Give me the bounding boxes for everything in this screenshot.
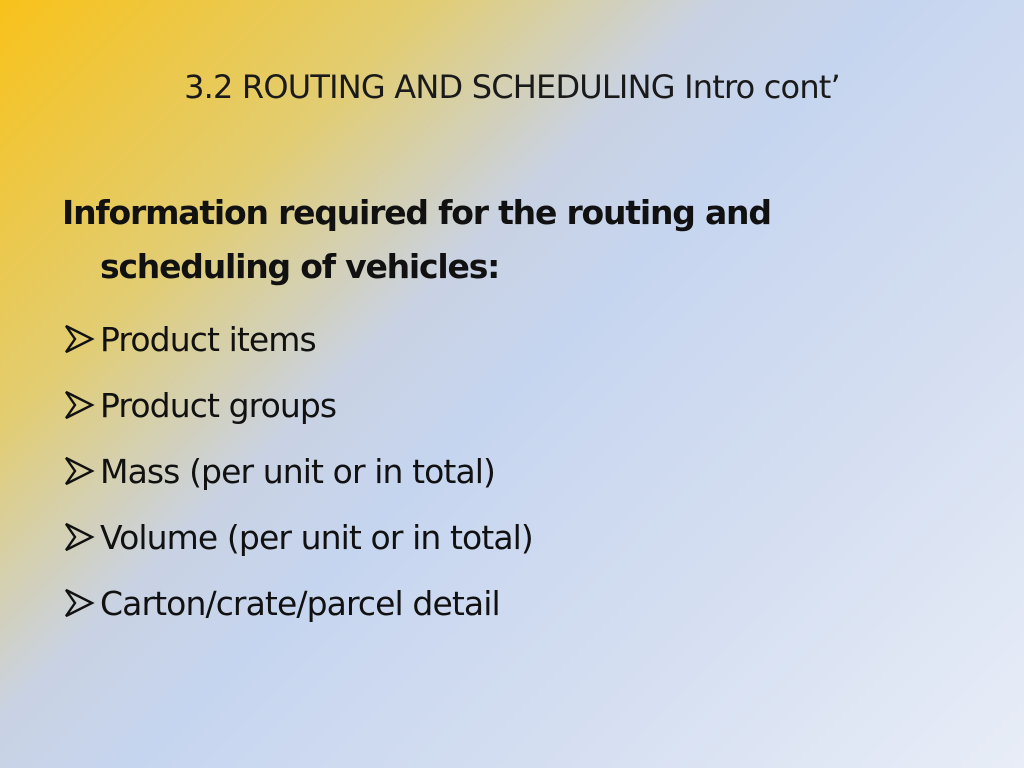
bullet-text: Product groups xyxy=(100,385,337,425)
bullet-text: Carton/crate/parcel detail xyxy=(100,583,500,623)
list-item xyxy=(62,570,962,636)
arrowhead-bullet-icon xyxy=(62,388,100,422)
arrowhead-bullet-icon xyxy=(62,520,100,554)
bullet-text: Mass (per unit or in total) xyxy=(100,451,496,491)
arrowhead-bullet-icon xyxy=(62,322,100,356)
bullet-list xyxy=(62,306,962,636)
arrowhead-bullet-icon xyxy=(62,454,100,488)
bullet-text: Product items xyxy=(100,319,316,359)
arrowhead-bullet-icon xyxy=(62,586,100,620)
list-item xyxy=(62,438,962,504)
slide-body xyxy=(62,186,962,636)
intro-text: Information required for the routing and scheduling of vehicles: xyxy=(62,193,771,286)
bullet-text: Volume (per unit or in total) xyxy=(100,517,533,557)
list-item xyxy=(62,306,962,372)
list-item xyxy=(62,372,962,438)
slide-title: 3.2 ROUTING AND SCHEDULING Intro cont’ xyxy=(184,68,840,106)
list-item xyxy=(62,504,962,570)
